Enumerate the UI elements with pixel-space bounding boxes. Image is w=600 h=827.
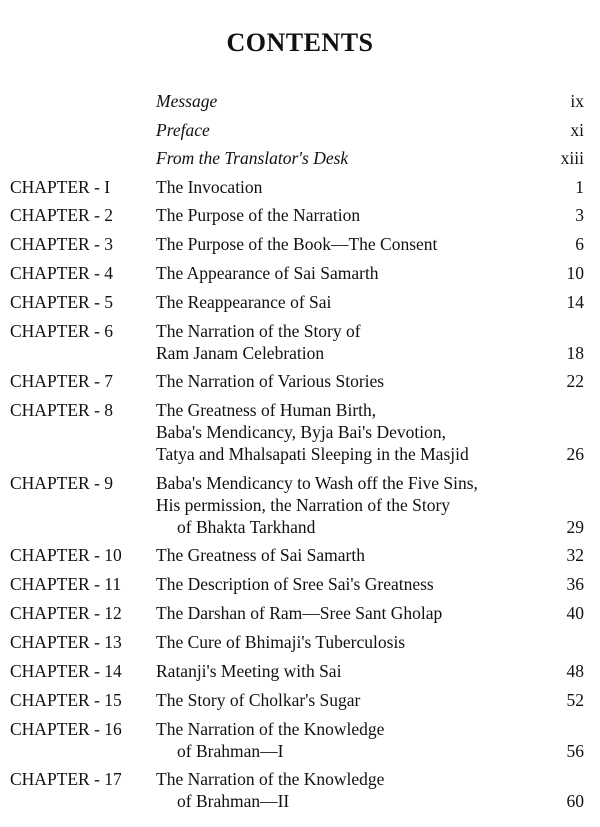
chapter-label: CHAPTER - 3 [10,234,114,254]
chapter-title-line: The Greatness of Sai Samarth [156,545,365,565]
page-title: CONTENTS [226,28,374,57]
chapter-title-line: The Story of Cholkar's Sugar [156,690,361,710]
page-number: 32 [566,545,584,565]
chapter-title-line: The Narration of the Story of [156,321,361,341]
chapter-title-line: The Appearance of Sai Samarth [156,263,379,283]
chapter-title-line: The Narration of the Knowledge [156,719,385,739]
page-number: 56 [566,741,584,761]
chapter-title-line: of Bhakta Tarkhand [177,517,316,537]
page-number: 1 [575,177,584,197]
page-number: xiii [560,148,584,168]
chapter-title-line: The Darshan of Ram—Sree Sant Gholap [156,603,443,623]
chapter-label: CHAPTER - 4 [10,263,114,283]
page-number: 10 [566,263,584,283]
page-number: 6 [575,234,584,254]
chapter-title-line: of Brahman—I [177,741,284,761]
page-number: 3 [575,205,584,225]
chapter-label: CHAPTER - 16 [10,719,122,739]
chapter-title-line: Baba's Mendicancy, Byja Bai's Devotion, [156,422,446,442]
chapter-title-line: The Narration of Various Stories [156,371,385,391]
chapter-title-line: The Cure of Bhimaji's Tuberculosis [156,632,406,652]
chapter-title-line: The Purpose of the Book—The Consent [156,234,438,254]
page-number: 29 [566,517,584,537]
chapter-title-line: Baba's Mendicancy to Wash off the Five Sins, [156,473,478,493]
page-number: 52 [566,690,584,710]
chapter-title-line: The Description of Sree Sai's Greatness [156,574,434,594]
page-number: 18 [566,343,584,363]
chapter-label: CHAPTER - 7 [10,371,114,391]
page-number: ix [570,91,584,111]
chapter-label: CHAPTER - 13 [10,632,122,652]
chapter-title-line: The Reappearance of Sai [156,292,332,312]
entry-title: Message [156,91,218,111]
chapter-label: CHAPTER - 6 [10,321,114,341]
chapter-title-line: of Brahman—II [177,791,290,811]
chapter-label: CHAPTER - 17 [10,769,122,789]
chapter-title-line: The Purpose of the Narration [156,205,361,225]
chapter-label: CHAPTER - 2 [10,205,114,225]
chapter-title-line: Tatya and Mhalsapati Sleeping in the Masjid [156,444,469,464]
chapter-label: CHAPTER - 14 [10,661,122,681]
chapter-label: CHAPTER - 8 [10,400,114,420]
chapter-label: CHAPTER - 10 [10,545,122,565]
chapter-label: CHAPTER - 15 [10,690,122,710]
page-number: 60 [566,791,584,811]
chapter-label: CHAPTER - 5 [10,292,114,312]
page-number: 40 [566,603,584,623]
entry-title: Preface [156,120,210,140]
chapter-label: CHAPTER - 12 [10,603,122,623]
chapter-title-line: His permission, the Narration of the Story [156,495,451,515]
chapter-label: CHAPTER - 11 [10,574,122,594]
page-number: 48 [566,661,584,681]
chapter-title-line: The Narration of the Knowledge [156,769,385,789]
chapter-label: CHAPTER - I [10,177,111,197]
chapter-title-line: The Greatness of Human Birth, [156,400,377,420]
entry-title: From the Translator's Desk [156,148,349,168]
chapter-label: CHAPTER - 9 [10,473,114,493]
chapter-title-line: Ratanji's Meeting with Sai [156,661,342,681]
page-number: xi [570,120,584,140]
page-number: 22 [566,371,584,391]
chapter-title-line: Ram Janam Celebration [156,343,325,363]
page-number: 26 [566,444,584,464]
chapter-title-line: The Invocation [156,177,263,197]
page-number: 14 [566,292,584,312]
page-number: 36 [566,574,584,594]
